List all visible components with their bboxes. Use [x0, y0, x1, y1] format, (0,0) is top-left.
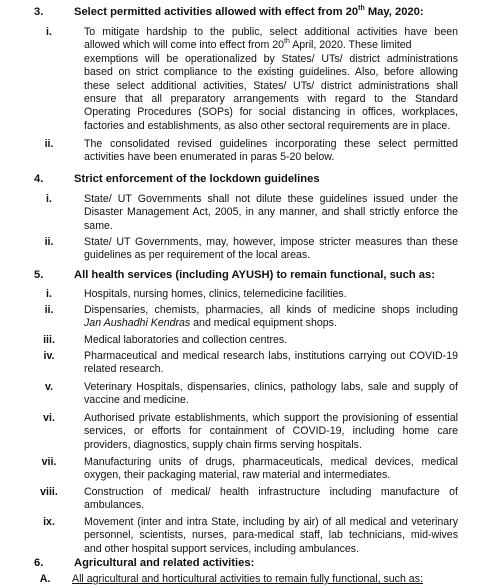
item-number: iv. [43, 350, 55, 362]
section-number: 4. [34, 173, 44, 185]
item-number: vii. [41, 456, 57, 468]
item-text: The consolidated revised guidelines incorporating these select permitted activities have been enumerated in paras 5-20 below. [84, 138, 458, 164]
item-number: v. [44, 381, 54, 393]
item-text: Authorised private establishments, which support the provisioning of essential services, or efforts for containment of COVID-19, including home care providers, diagnostics, supply chain firms serving hospitals. [84, 412, 458, 451]
item-text: State/ UT Governments, may, however, impose stricter measures than these guidelines as per requirement of the local areas. [84, 236, 458, 262]
item-number: i. [46, 193, 52, 205]
section-title: Strict enforcement of the lockdown guidelines [74, 173, 320, 185]
item-number: ii. [44, 304, 54, 316]
item-text: Pharmaceutical and medical research labs, institutions carrying out COVID-19 related research. [84, 350, 458, 376]
section-title: Agricultural and related activities: [74, 557, 255, 569]
item-number: ii. [44, 236, 54, 248]
item-number: ix. [43, 516, 55, 528]
section-number: 3. [34, 6, 44, 18]
item-number: viii. [40, 486, 58, 498]
item-text: Dispensaries, chemists, pharmacies, all kinds of medicine shops including Jan Aushadhi Kendras and medical equipment shops. [84, 304, 458, 330]
item-number: i. [46, 288, 52, 300]
item-number: vi. [43, 412, 55, 424]
section-number: 6. [34, 557, 44, 569]
item-text: Hospitals, nursing homes, clinics, telemedicine facilities. [84, 288, 347, 300]
section-title: Select permitted activities allowed with effect from 20th May, 2020: [74, 5, 424, 18]
item-number: i. [46, 26, 52, 38]
item-text: Medical laboratories and collection centres. [84, 334, 288, 346]
item-number: iii. [43, 334, 55, 346]
item-text: State/ UT Governments shall not dilute these guidelines issued under the Disaster Management Act, 2005, in any manner, and shall strictly enforce the same. [84, 193, 458, 232]
item-text: To mitigate hardship to the public, select additional activities have been allowed which will come into effect from 20th April, 2020. These limited exemptions will be operationalized by States/ UTs/ district administrations based on strict compliance to the existing guidelines. Also, before allowing these select additional activities, States/ UTs/ district administrations shall ensure that all preparatory arrangements with regard to the Standard Operating Procedures (SOPs) for social distancing in offices, workplaces, factories and establishments, as also other sectoral requirements are in place. [84, 26, 458, 132]
section-title: All health services (including AYUSH) to remain functional, such as: [74, 269, 435, 281]
item-text: Veterinary Hospitals, dispensaries, clinics, pathology labs, sale and supply of vaccine and medicine. [84, 381, 458, 407]
item-text: Construction of medical/ health infrastructure including manufacture of ambulances. [84, 486, 458, 512]
item-number: A. [39, 573, 51, 585]
item-text: All agricultural and horticultural activities to remain fully functional, such as: [72, 573, 423, 585]
item-text: Movement (inter and intra State, including by air) of all medical and veterinary personnel, scientists, nurses, para-medical staff, lab technicians, mid-wives and other hospital support services, including ambulances. [84, 516, 458, 555]
item-number: ii. [44, 138, 54, 150]
section-number: 5. [34, 269, 44, 281]
item-text: Manufacturing units of drugs, pharmaceuticals, medical devices, medical oxygen, their packaging material, raw material and intermediates. [84, 456, 458, 482]
